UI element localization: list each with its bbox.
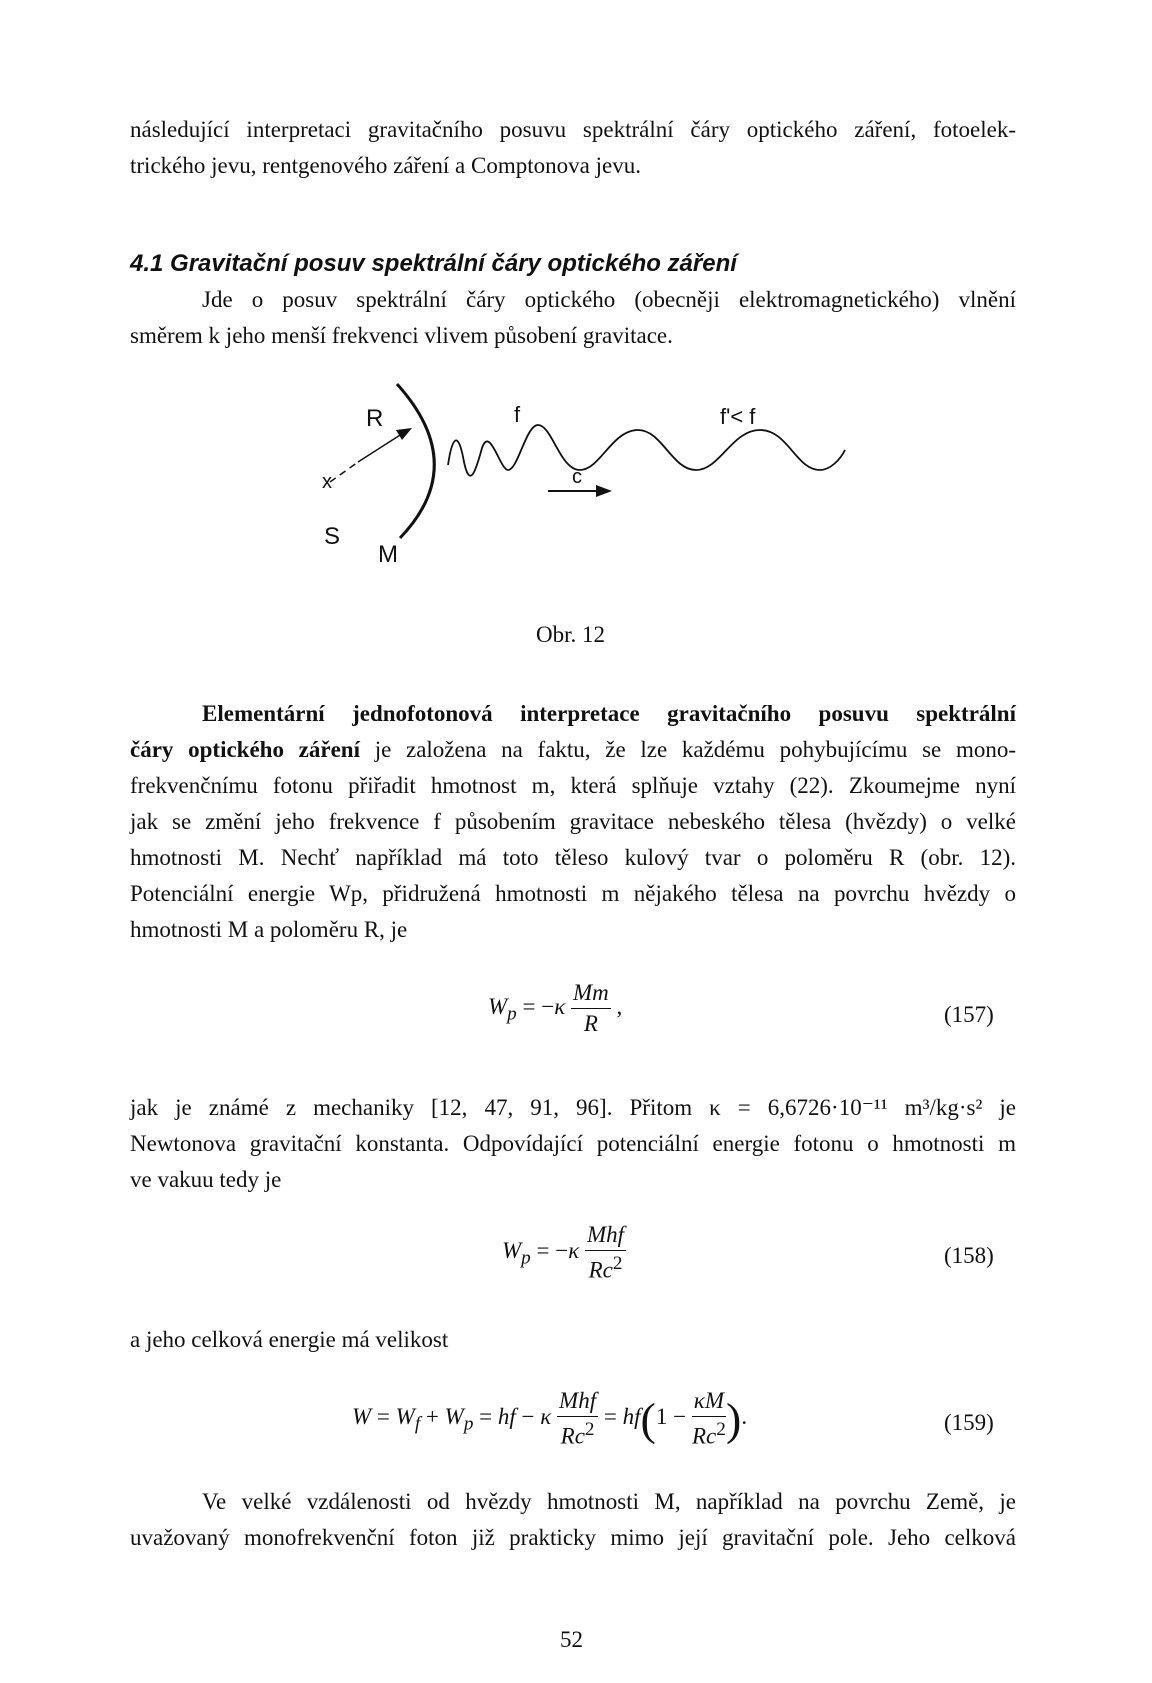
dashed-ray [330,462,358,482]
section-number: 4.1 [130,250,164,277]
section-heading [130,250,737,278]
intro-line-2: trického jevu, rentgenového záření a Comptonova jevu. [130,153,641,178]
para2-line-2 [130,732,1016,768]
para3-line-3: ve vakuu tedy je [130,1167,282,1192]
para5-line-1: Ve velké vzdálenosti od hvězdy hmotnosti M, například na povrchu Země, je [202,1489,1016,1514]
para5-line-2: uvažovaný monofrekvenční foton již prakticky mimo její gravitační pole. Jeho celková [130,1525,1016,1550]
eq159-fraction-2: $\frac{\kappa M}{Rc^2}$ [691,1388,726,1449]
para1-line-2: směrem k jeho menší frekvenci vlivem působení gravitace. [130,323,673,348]
figure-12 [300,370,860,590]
para3-line-2: Newtonova gravitační konstanta. Odpovídající potenciální energie fotonu o hmotnosti m [130,1131,1016,1156]
section-title: Gravitační posuv spektrální čáry optického záření [170,250,737,277]
label-R: R [366,405,384,432]
eq159-fraction-1: $\frac{\text{Mhf}}{Rc^2}$ [559,1388,597,1449]
para2-line-3: frekvenčnímu fotonu přiřadit hmotnost m, která splňuje vztahy (22). Zkoumejme nyní [130,773,1016,798]
para2-bold-line-2: čáry optického záření [130,737,360,762]
paragraph-3 [130,1090,1016,1198]
paragraph-1 [130,282,1016,354]
para2-line-2-rest: je založena na faktu, že lze každému pohybujícímu se mono- [359,737,1016,762]
para1-line-1: Jde o posuv spektrální čáry optického (obecněji elektromagnetického) vlnění [202,287,1016,312]
figure-caption: Obr. 12 [536,622,605,647]
equation-158-number: (158) [944,1243,994,1268]
para2-line-5: hmotnosti M. Nechť například má toto těleso kulový tvar o poloměru R (obr. 12). [130,845,1016,870]
paragraph-5 [130,1484,1016,1556]
equation-159: $W = W_f + W_p$ = hf − κ $\frac{\text{Mhf}}{Rc^2}$ = hf(1 − $\frac{\kappa M}{Rc^2}$ ). [352,1388,748,1449]
para2-line-6: Potenciální energie Wp, přidružená hmotnosti m nějakého tělesa na povrchu hvězdy o [130,881,1016,906]
equation-157-number: (157) [944,1002,994,1027]
label-f: f [514,402,521,427]
eq157-fraction: $\frac{Mm}{R}$ [573,980,609,1036]
label-c: c [572,466,582,488]
para2-bold-line-1: Elementární jednofotonová interpretace gravitačního posuvu spektrální [202,701,1016,726]
label-M: M [378,541,398,568]
para3-line-1: jak je známé z mechaniky [12, 47, 91, 96]. Přitom κ = 6,6726·10⁻¹¹ m³/kg·s² je [130,1095,1016,1120]
radius-arrowhead [396,428,412,440]
equation-157: $W_p = -\kappa$ $\frac{Mm}{R}$ , [488,980,623,1036]
star-surface-arc [397,384,434,538]
velocity-arrowhead [596,485,612,497]
intro-paragraph [130,112,1016,184]
eq158-fraction: $\frac{\text{Mhf}}{Rc^2}$ [587,1222,625,1283]
equation-159-number: (159) [944,1410,994,1435]
paragraph-2 [130,696,1016,948]
equation-158: $W_p = -\kappa$ $\frac{\text{Mhf}}{Rc^2}$ [502,1222,625,1283]
label-S: S [324,523,341,550]
intro-line-1: následující interpretaci gravitačního posuvu spektrální čáry optického záření, fotoelek- [130,117,1016,142]
light-wave [448,425,845,476]
para2-line-4: jak se změní jeho frekvence f působením gravitace nebeského tělesa (hvězdy) o velké [130,809,1016,834]
star-marker: x [322,471,332,493]
page-number: 52 [560,1627,583,1652]
para4-line-1: a jeho celková energie má velikost [130,1327,449,1352]
label-f-prime: f'< f [720,404,756,429]
para2-line-7: hmotnosti M a poloměru R, je [130,917,408,942]
paragraph-4 [130,1322,1016,1358]
